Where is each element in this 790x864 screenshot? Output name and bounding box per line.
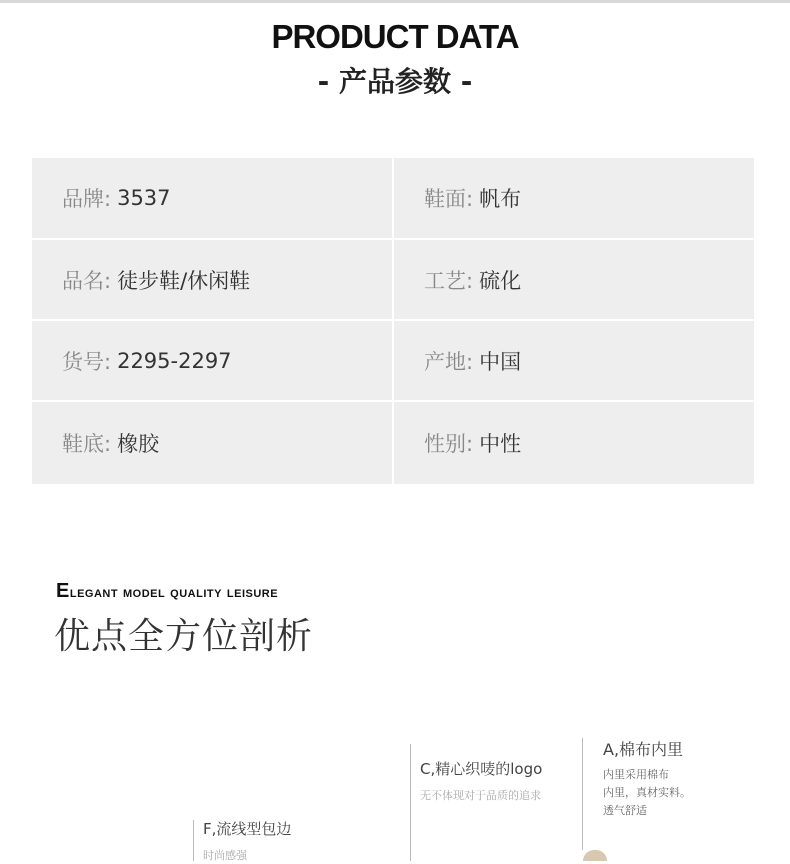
section-title-en-initial: E xyxy=(56,580,70,602)
spec-process xyxy=(394,240,754,319)
spec-label: 品名: xyxy=(62,268,112,293)
spec-label: 品牌: xyxy=(62,187,112,211)
spec-item-number xyxy=(32,321,392,400)
spec-product-name xyxy=(32,240,392,319)
spec-value: 中性 xyxy=(479,432,522,456)
spec-label: 鞋底: xyxy=(62,432,112,456)
shoe-image-edge xyxy=(583,850,607,861)
feature-a-desc-1: 内里采用棉布 xyxy=(603,768,669,781)
feature-c-subtitle: 无不体现对于品质的追求 xyxy=(420,789,541,802)
section-title-en-rest: legant model quality leisure xyxy=(69,584,279,601)
feature-f-subtitle: 时尚感强 xyxy=(203,849,247,862)
spec-value: 中国 xyxy=(479,349,522,374)
feature-a-title: A,棉布内里 xyxy=(603,740,684,759)
feature-c-title: C,精心织唛的logo xyxy=(420,760,543,778)
callout-line-a xyxy=(582,738,583,850)
feature-a-desc-3: 透气舒适 xyxy=(603,804,647,817)
page-title-en: PRODUCT DATA xyxy=(271,18,519,55)
section-title-en xyxy=(56,580,278,603)
spec-label: 性别: xyxy=(424,432,474,456)
spec-upper xyxy=(394,158,754,238)
feature-a-desc-2: 内里，真材实料。 xyxy=(603,786,691,799)
spec-value: 硫化 xyxy=(479,268,522,293)
spec-value: 帆布 xyxy=(479,187,522,211)
spec-value: 3537 xyxy=(117,186,171,210)
page-title-cn: - 产品参数 - xyxy=(317,65,473,98)
spec-label: 工艺: xyxy=(424,268,474,293)
spec-label: 货号: xyxy=(62,349,112,374)
callout-line-c xyxy=(410,744,411,861)
spec-label: 产地: xyxy=(424,349,474,374)
spec-value: 橡胶 xyxy=(117,432,160,456)
spec-value: 徒步鞋/休闲鞋 xyxy=(117,268,251,293)
spec-sole xyxy=(32,402,392,484)
spec-table xyxy=(32,158,754,484)
spec-brand xyxy=(32,158,392,238)
callout-line-f xyxy=(193,820,194,861)
spec-origin xyxy=(394,321,754,400)
section-title-cn: 优点全方位剖析 xyxy=(54,616,314,657)
top-divider xyxy=(0,0,790,3)
spec-label: 鞋面: xyxy=(424,187,474,211)
spec-value: 2295-2297 xyxy=(117,348,232,373)
feature-f-title: F,流线型包边 xyxy=(203,820,292,838)
spec-gender xyxy=(394,402,754,484)
